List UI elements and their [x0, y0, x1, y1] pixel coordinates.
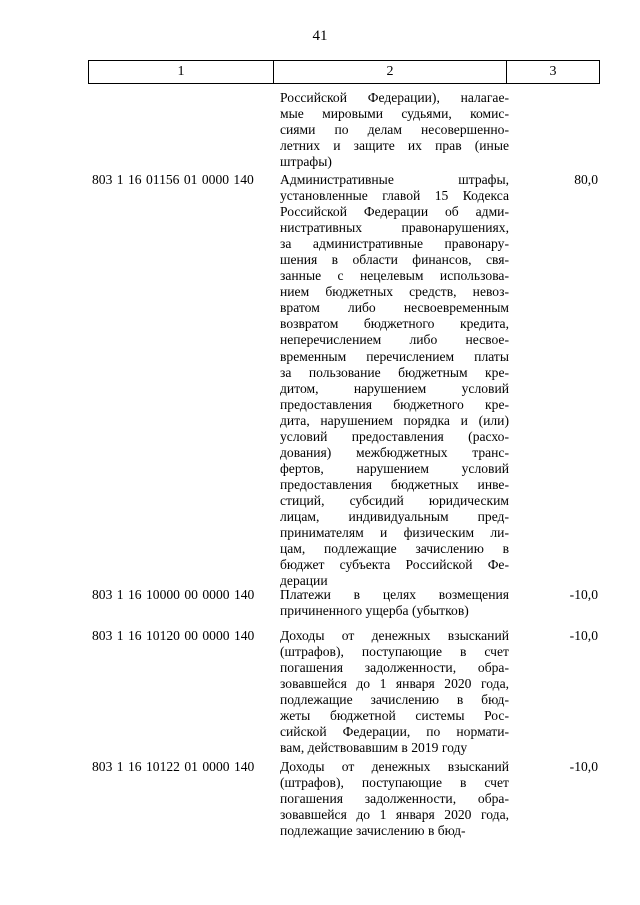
- description-line: погашения задолженности, обра-: [280, 791, 509, 807]
- table-header-row: [88, 60, 600, 84]
- description-line: дитом, нарушением условий: [280, 380, 509, 396]
- description-line: бюджет субъекта Российской Фе-: [280, 557, 509, 573]
- description-line: стиций, субсидий юридическим: [280, 492, 509, 508]
- amount-value: -10,0: [569, 628, 598, 643]
- description-line: за административные правонару-: [280, 236, 509, 252]
- description-line: вратом либо несвоевременным: [280, 300, 509, 316]
- description-line: (штрафов), поступающие в счет: [280, 775, 509, 791]
- description-line: мые мировыми судьями, комис-: [280, 106, 509, 122]
- description-line: шения в области финансов, свя-: [280, 252, 509, 268]
- description-line: лицам, индивидуальным пред-: [280, 508, 509, 524]
- budget-code: 803 1 16 01156 01 0000 140: [92, 172, 254, 187]
- column-header-1: 1: [89, 61, 274, 83]
- description-line: возвратом бюджетного кредита,: [280, 316, 509, 332]
- description-line: штрафы): [280, 154, 332, 170]
- description-line: нистративных правонарушениях,: [280, 220, 509, 236]
- income-description: [280, 172, 509, 589]
- description-line: дита, нарушением порядка и (или): [280, 412, 509, 428]
- amount-value: -10,0: [569, 587, 598, 602]
- description-line: Платежи в целях возмещения: [280, 587, 509, 602]
- description-line: предоставления бюджетных инве-: [280, 476, 509, 492]
- description-line: погашения задолженности, обра-: [280, 660, 509, 676]
- description-line: сийской Федерации, по нормати-: [280, 724, 509, 740]
- income-description: [280, 628, 509, 756]
- description-line: цам, подлежащие зачислению в: [280, 541, 509, 557]
- description-line: предоставления бюджетного кре-: [280, 396, 509, 412]
- description-line: Доходы от денежных взысканий: [280, 628, 509, 643]
- description-line: дерации: [280, 573, 328, 589]
- description-line: Российской Федерации об адми-: [280, 204, 509, 220]
- description-line: неперечислением либо несвое-: [280, 332, 509, 348]
- description-line: установленные главой 15 Кодекса: [280, 188, 509, 204]
- description-line: летних и защите их прав (иные: [280, 138, 509, 154]
- description-line: дования) межбюджетных транс-: [280, 444, 509, 460]
- budget-code: 803 1 16 10120 00 0000 140: [92, 628, 255, 643]
- description-line: за пользование бюджетным кре-: [280, 364, 509, 380]
- budget-code: 803 1 16 10122 01 0000 140: [92, 759, 255, 774]
- description-line: подлежащие зачислению в бюд-: [280, 823, 466, 839]
- description-line: подлежащие зачислению в бюд-: [280, 692, 509, 708]
- page-number: 41: [312, 28, 328, 44]
- description-line: Административные штрафы,: [280, 172, 509, 187]
- income-description: [280, 587, 509, 619]
- description-line: жеты бюджетной системы Рос-: [280, 708, 509, 724]
- description-line: причиненного ущерба (убытков): [280, 603, 469, 619]
- income-description: [280, 759, 509, 839]
- amount-value: -10,0: [569, 759, 598, 774]
- description-line: зовавшейся до 1 января 2020 года,: [280, 807, 509, 823]
- description-line: зовавшейся до 1 января 2020 года,: [280, 676, 509, 692]
- description-line: условий предоставления (расхо-: [280, 428, 509, 444]
- description-line: (штрафов), поступающие в счет: [280, 644, 509, 660]
- income-description: [280, 90, 509, 170]
- description-line: принимателям и физическим ли-: [280, 525, 509, 541]
- description-line: сиями по делам несовершенно-: [280, 122, 509, 138]
- budget-code: 803 1 16 10000 00 0000 140: [92, 587, 255, 602]
- column-header-2: 2: [274, 61, 507, 83]
- description-line: временным перечислением платы: [280, 348, 509, 364]
- description-line: нием бюджетных средств, невоз-: [280, 284, 509, 300]
- column-header-3: 3: [549, 64, 557, 79]
- description-line: фертов, нарушением условий: [280, 460, 509, 476]
- description-line: Российской Федерации), налагае-: [280, 90, 509, 105]
- description-line: занные с нецелевым использова-: [280, 268, 509, 284]
- description-line: Доходы от денежных взысканий: [280, 759, 509, 774]
- amount-value: 80,0: [574, 172, 598, 187]
- description-line: вам, действовавшим в 2019 году: [280, 740, 468, 756]
